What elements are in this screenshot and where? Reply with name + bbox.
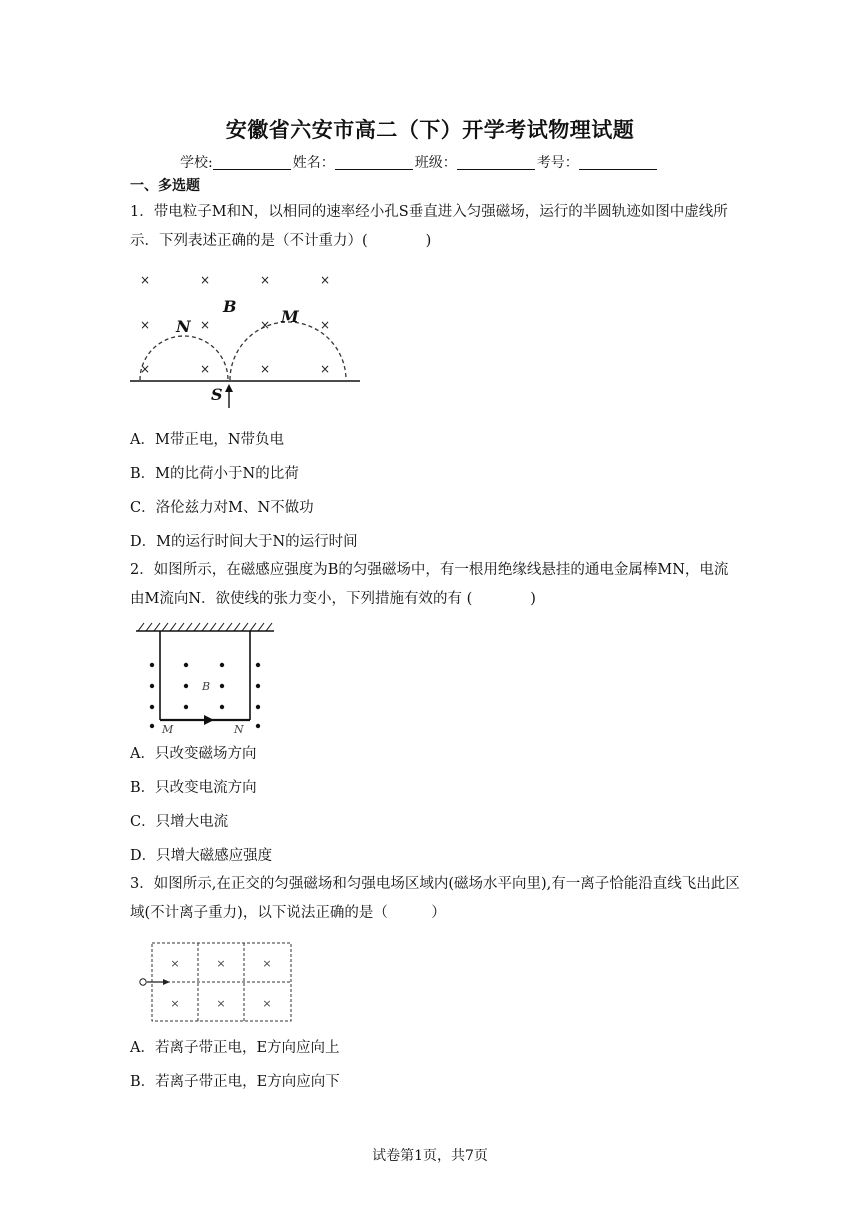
question-2-option-a: A．只改变磁场方向 [130,746,257,762]
field-cross: × [259,362,271,376]
student-info-line [180,152,659,172]
page-title: 安徽省六安市高二（下）开学考试物理试题 [225,118,635,142]
question-2-option-d: D．只增大磁感应强度 [130,848,273,864]
name-blank [335,155,413,170]
question-3-figure [136,940,294,1024]
field-cross: × [199,318,211,332]
field-cross: × [259,318,271,332]
question-1-option-a: A．M带正电，N带负电 [130,432,285,448]
page-footer: 试卷第1页，共7页 [372,1148,488,1164]
question-2-figure [134,620,276,736]
class-blank [457,155,535,170]
label-m: M [162,723,174,736]
question-1-figure [128,268,364,410]
trajectory-n [140,336,228,380]
field-cross: × [170,997,180,1010]
question-3-text: 3．如图所示,在正交的匀强磁场和匀强电场区域内(磁场水平向里),有一离子恰能沿直线飞出此区域(不计离子重力)，以下说法正确的是（ ） [130,876,740,921]
question-2-option-c: C．只增大电流 [130,814,229,830]
field-cross: × [319,318,331,332]
field-cross: × [139,362,151,376]
question-3-option-a: A．若离子带正电，E方向应向上 [130,1040,340,1056]
field-cross: × [139,318,151,332]
school-blank [213,155,291,170]
field-cross: × [199,362,211,376]
exam-number-label: 考号： [536,155,579,171]
label-b: B [223,297,237,316]
class-label: 班级： [414,155,457,171]
exam-number-blank [579,155,657,170]
school-label: 学校: [180,155,213,171]
label-n: N [176,317,191,336]
ion [140,979,146,985]
field-cross: × [216,957,226,970]
question-3-option-b: B．若离子带正电，E方向应向下 [130,1074,340,1090]
label-b: B [202,680,211,693]
field-cross: × [199,273,211,287]
question-1-option-c: C．洛伦兹力对M、N不做功 [130,500,314,516]
question-2-option-b: B．只改变电流方向 [130,780,257,796]
label-s: S [211,385,223,404]
field-cross: × [170,957,180,970]
field-cross: × [319,273,331,287]
label-n: N [234,723,244,736]
question-1-option-b: B．M的比荷小于N的比荷 [130,466,299,482]
ion-velocity-head [163,979,170,985]
question-1-text: 1．带电粒子M和N，以相同的速率经小孔S垂直进入匀强磁场，运行的半圆轨迹如图中虚线所示．下列表述正确的是（不计重力）( ) [130,204,728,249]
question-1-option-d: D．M的运行时间大于N的运行时间 [130,534,358,550]
field-cross: × [262,957,272,970]
field-cross: × [216,997,226,1010]
field-cross: × [262,997,272,1010]
current-arrow [204,715,214,725]
field-cross: × [139,273,151,287]
name-label: 姓名： [292,155,335,171]
ceiling-hatch [138,623,272,631]
section-heading: 一、多选题 [130,178,200,194]
label-m: M [281,307,299,326]
field-cross: × [259,273,271,287]
entry-arrow-head [225,384,233,392]
field-cross: × [319,362,331,376]
question-2-text: 2．如图所示，在磁感应强度为B的匀强磁场中，有一根用绝缘线悬挂的通电金属棒MN，电流由M流向N．欲使线的张力变小，下列措施有效的有 ( ) [130,562,729,607]
